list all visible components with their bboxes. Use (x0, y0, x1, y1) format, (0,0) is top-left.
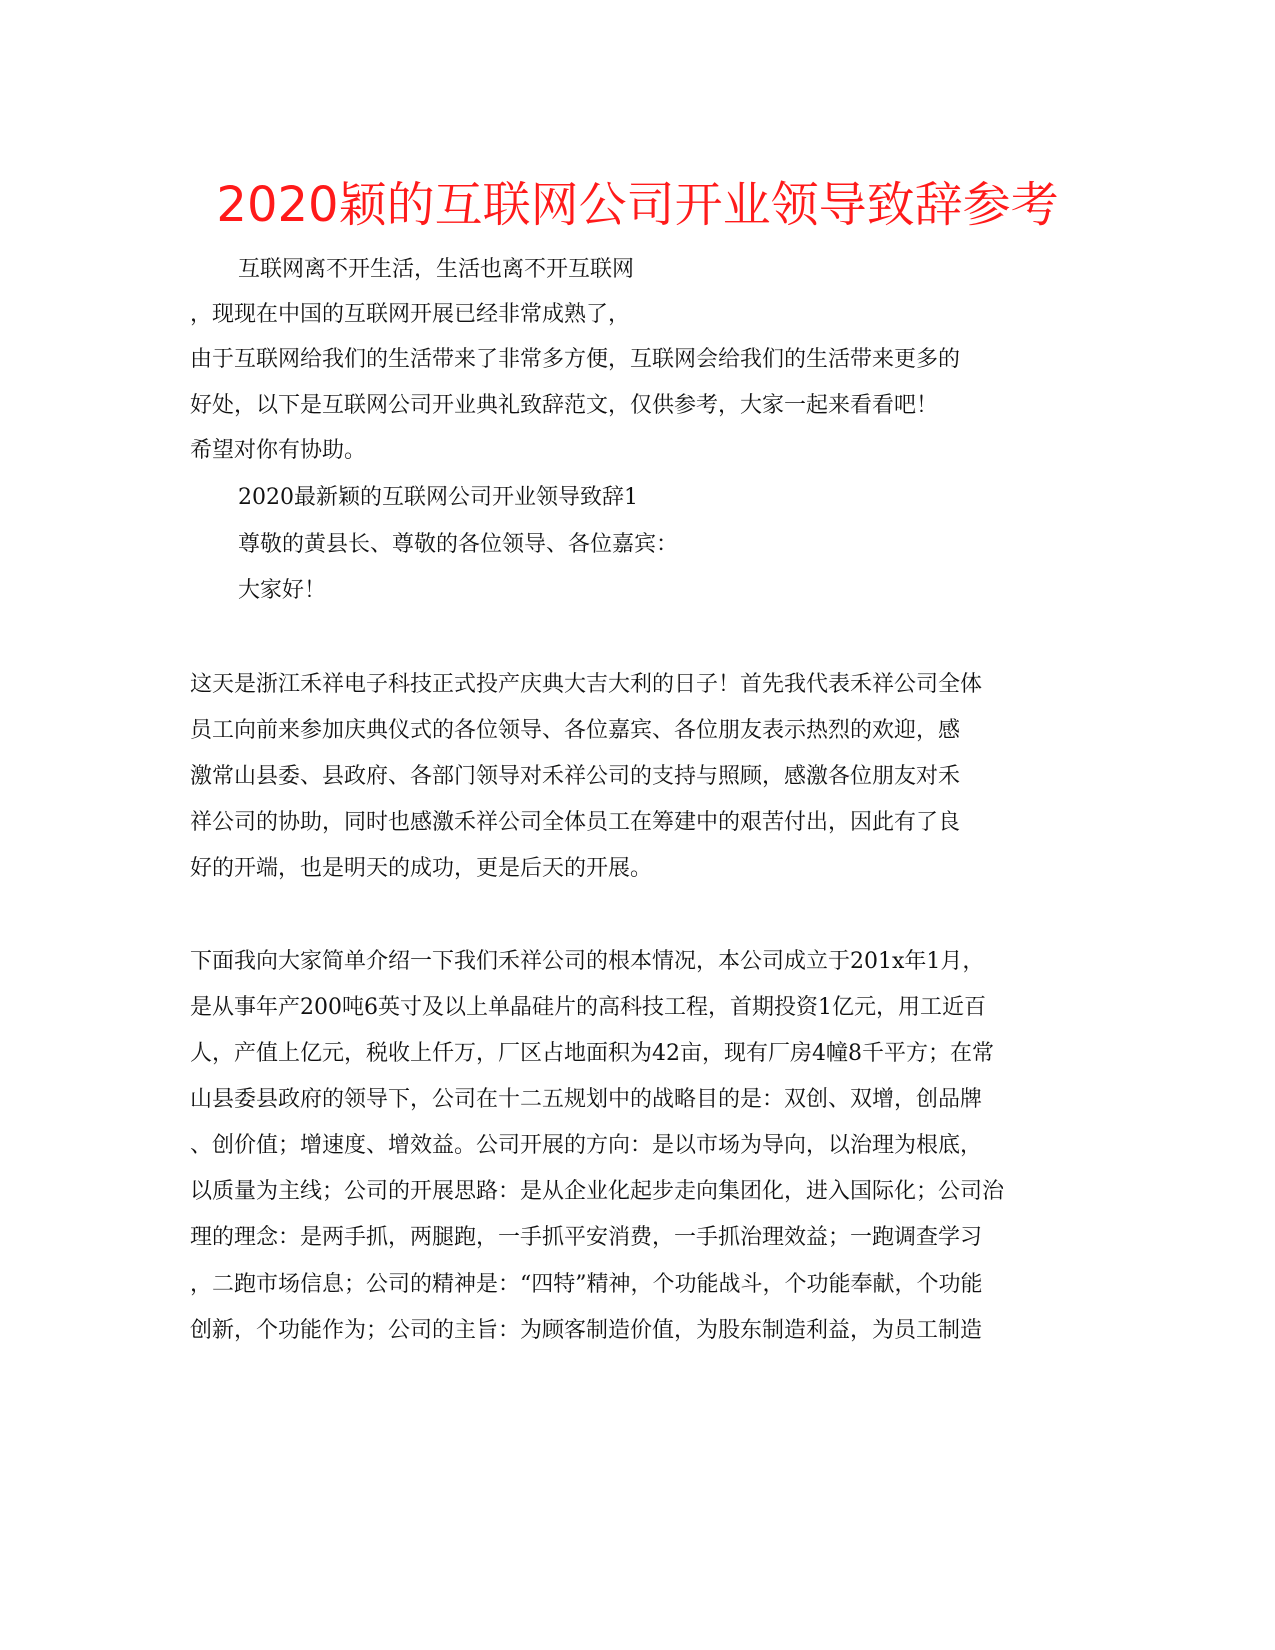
paragraph-line: 好的开端，也是明天的成功，更是后天的开展。 (190, 856, 653, 881)
paragraph-line: 希望对你有协助。 (190, 438, 367, 463)
paragraph-line: 这天是浙江禾祥电子科技正式投产庆典大吉大利的日子！首先我代表禾祥公司全体 (190, 672, 983, 697)
document-title: 2020颖的互联网公司开业领导致辞参考 (216, 177, 1059, 233)
paragraph-line: 员工向前来参加庆典仪式的各位领导、各位嘉宾、各位朋友表示热烈的欢迎，感 (190, 718, 961, 743)
paragraph-line: 人，产值上亿元，税收上仟万，厂区占地面积为42亩，现有厂房4幢8千平方；在常 (190, 1041, 994, 1066)
paragraph-line: 由于互联网给我们的生活带来了非常多方便，互联网会给我们的生活带来更多的 (190, 347, 961, 372)
section-heading: 2020最新颖的互联网公司开业领导致辞1 (238, 485, 638, 510)
paragraph-line: 下面我向大家简单介绍一下我们禾祥公司的根本情况，本公司成立于201x年1月， (190, 949, 985, 974)
salutation-line: 尊敬的黄县长、尊敬的各位领导、各位嘉宾： (238, 532, 679, 557)
paragraph-line: 以质量为主线；公司的开展思路：是从企业化起步走向集团化，进入国际化；公司治 (190, 1179, 1005, 1204)
paragraph-line: ，现现在中国的互联网开展已经非常成熟了， (190, 302, 631, 327)
paragraph-line: 好处，以下是互联网公司开业典礼致辞范文，仅供参考，大家一起来看看吧！ (190, 393, 939, 418)
paragraph-line: ，二跑市场信息；公司的精神是：“四特”精神，个功能战斗，个功能奉献，个功能 (190, 1272, 983, 1297)
paragraph-line: 激常山县委、县政府、各部门领导对禾祥公司的支持与照顾，感激各位朋友对禾 (190, 764, 961, 789)
paragraph-line: 是从事年产200吨6英寸及以上单晶硅片的高科技工程，首期投资1亿元，用工近百 (190, 995, 986, 1020)
paragraph-line: 祥公司的协助，同时也感激禾祥公司全体员工在筹建中的艰苦付出，因此有了良 (190, 810, 961, 835)
paragraph-line: 理的理念：是两手抓，两腿跑，一手抓平安消费，一手抓治理效益；一跑调查学习 (190, 1225, 983, 1250)
greeting-line: 大家好！ (238, 578, 327, 603)
paragraph-line: 互联网离不开生活，生活也离不开互联网 (238, 257, 635, 282)
paragraph-line: 创新，个功能作为；公司的主旨：为顾客制造价值，为股东制造利益，为员工制造 (190, 1318, 983, 1343)
paragraph-line: 山县委县政府的领导下，公司在十二五规划中的战略目的是：双创、双增，创品牌 (190, 1087, 983, 1112)
paragraph-line: 、创价值；增速度、增效益。公司开展的方向：是以市场为导向，以治理为根底， (190, 1133, 983, 1158)
